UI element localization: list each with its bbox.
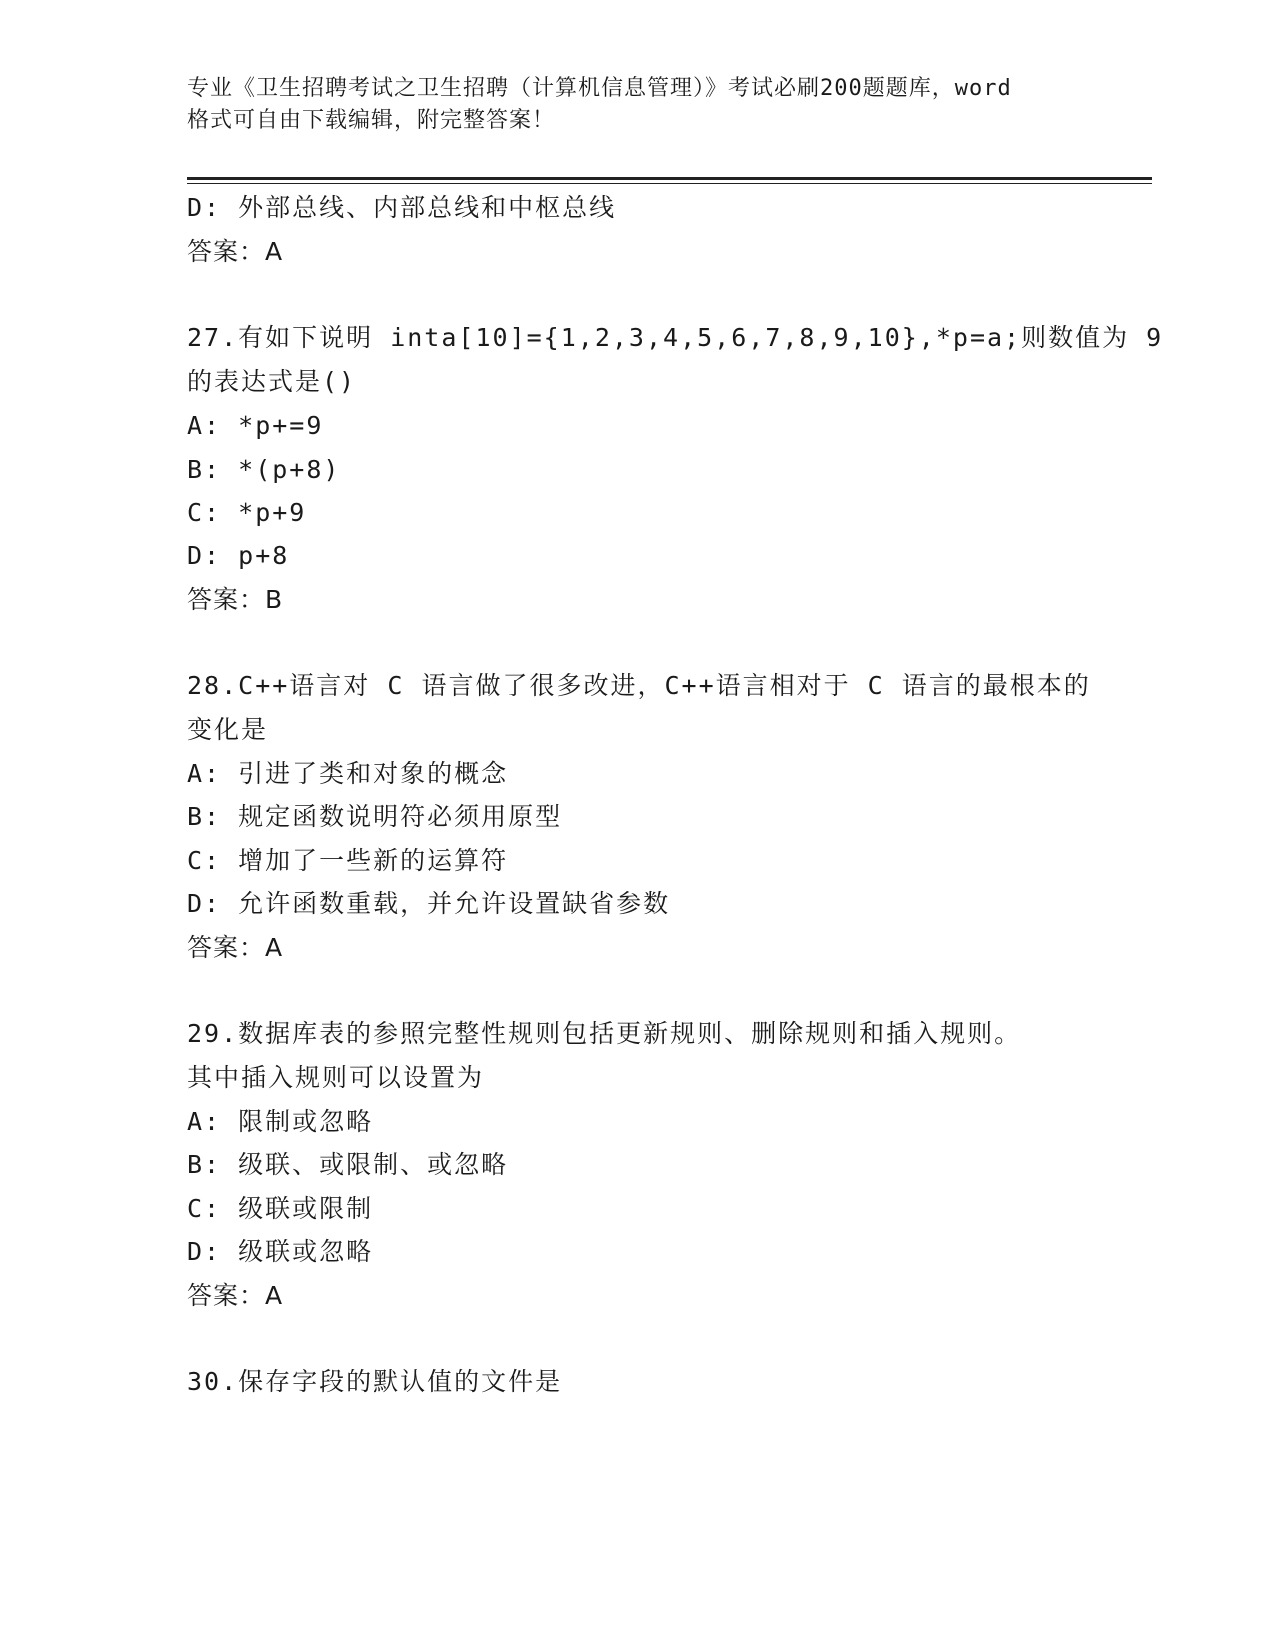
q27-option-d: D: p+8 xyxy=(187,541,290,570)
header-divider-thin xyxy=(187,183,1152,184)
q27-stem-line-2: 的表达式是() xyxy=(187,367,357,396)
document-header xyxy=(187,73,1087,137)
q29-stem-line-1: 29.数据库表的参照完整性规则包括更新规则、删除规则和插入规则。 xyxy=(187,1019,1022,1048)
q30-stem-line-1: 30.保存字段的默认值的文件是 xyxy=(187,1367,563,1396)
q28-answer: 答案：A xyxy=(187,933,284,962)
q27-option-c: C: *p+9 xyxy=(187,498,307,527)
q27-stem-line-1: 27.有如下说明 inta[10]={1,2,3,4,5,6,7,8,9,10},*p=a;则数值为 9 xyxy=(187,323,1164,352)
q27-option-a: A: *p+=9 xyxy=(187,411,324,440)
q29-answer: 答案：A xyxy=(187,1281,284,1310)
q29-option-c: C: 级联或限制 xyxy=(187,1194,374,1223)
prev-answer: 答案：A xyxy=(187,237,284,266)
q28-option-d: D: 允许函数重载，并允许设置缺省参数 xyxy=(187,889,671,918)
q29-option-b: B: 级联、或限制、或忽略 xyxy=(187,1150,509,1179)
prev-option-d: D: 外部总线、内部总线和中枢总线 xyxy=(187,193,617,222)
header-line-1: 专业《卫生招聘考试之卫生招聘（计算机信息管理）》考试必刷200题题库，word xyxy=(187,76,1012,101)
q29-option-d: D: 级联或忽略 xyxy=(187,1237,374,1266)
q28-option-b: B: 规定函数说明符必须用原型 xyxy=(187,802,563,831)
header-line-2: 格式可自由下载编辑，附完整答案！ xyxy=(187,108,556,133)
q28-stem-line-1: 28.C++语言对 C 语言做了很多改进，C++语言相对于 C 语言的最根本的 xyxy=(187,671,1091,700)
header-divider-thick xyxy=(187,177,1152,180)
q29-option-a: A: 限制或忽略 xyxy=(187,1107,374,1136)
q27-answer: 答案：B xyxy=(187,585,284,614)
q28-stem-line-2: 变化是 xyxy=(187,715,269,744)
q28-option-c: C: 增加了一些新的运算符 xyxy=(187,846,509,875)
q28-option-a: A: 引进了类和对象的概念 xyxy=(187,759,509,788)
q29-stem-line-2: 其中插入规则可以设置为 xyxy=(187,1063,485,1092)
q27-option-b: B: *(p+8) xyxy=(187,455,341,484)
